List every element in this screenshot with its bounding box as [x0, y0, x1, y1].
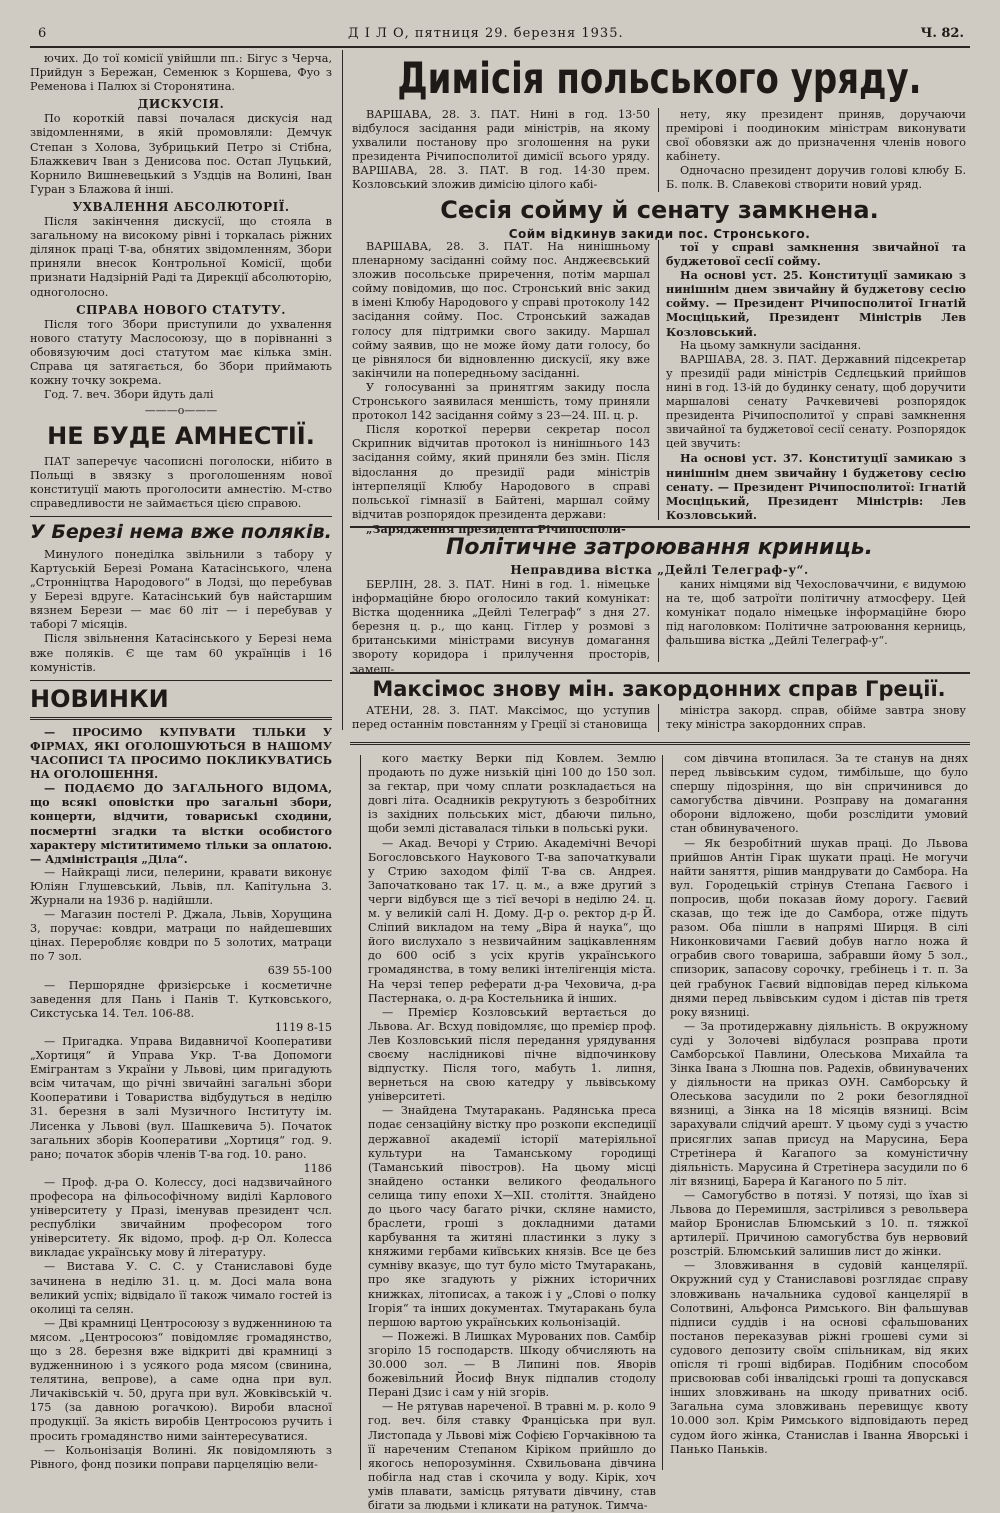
- column-divider: [342, 50, 343, 730]
- news-item: — Зловживання в судовій канцелярії. Окружний суд у Станиславові розглядає справу зловживань начальника судової канцелярії в Солотвині, Альфонса Римського. Він фальшував підписи суддів і на основі сфальшованих постанов переказував ріжні грошеві суми зі судового депозиту своїм спільникам, від яких опісля ті гроші відбирав. Подібним способом присвоював собі інвалідські гроші та допускався інших зловживань на шкоду приватних осіб. Загальна сума зловживань перевищує квоту 10.000 зол. Крім Римського відповідають перед судом його жінка, Станислав і Іванна Яворські і Панько Паньків.: [670, 1259, 968, 1456]
- section-rule: [350, 526, 970, 528]
- wells-right: [666, 578, 966, 666]
- right-column: [670, 752, 968, 1472]
- news-item: — Проф. д-ра О. Колессу, досі надзвичайного професора на фільософічному виділі Карлового університету у Празі, іменував президент чсл. республіки звичайним професором того університету. Як відомо, проф. д-р Ол. Колесса викладає українську мову й літературу.: [30, 1175, 332, 1260]
- news-item: — Магазин постелі Р. Джала, Львів, Хорущина 3, поручає: ковдри, матраци по найдешевших цінах. Переробляє ковдри по 5 золотих, матраци по 7 зол.: [30, 908, 332, 964]
- greece-left: [352, 704, 650, 734]
- news-item: — Пожежі. В Лишках Мурованих пов. Самбір згоріло 15 господарств. Шкоду обчисляють на 30.000 зол. — В Липині пов. Яворів божевільний Йосиф Внук підпалив стодолу Перані Дзис і сам у ній згорів.: [368, 1329, 656, 1400]
- news-item: — Як безробітний шукав праці. До Львова прийшов Антін Гірак шукати праці. Не могучи найти заняття, рішив мандрувати до Самбора. На вул. Городецькій стрінув Степана Гаєвого і попросив, щоби показав йому дорогу. Гаєвий сказав, що теж іде до Самбора, отже підуть разом. Оба пішли в напрямі Ширця. В сілі Никонковичами Гаєвий добув нагло ножа й ограбив свого товариша, забравши йому 5 зол., спизорик, запасову сорочку, гребінець і т. п. За цей грабунок Гаєвий відповідав перед кількома днями перед львівським судом і дістав пів третя року вязниці.: [670, 836, 968, 1019]
- rule: [30, 680, 332, 681]
- ad-code: 639 55-100: [267, 964, 332, 978]
- article-text: На цьому замкнули засідання.: [680, 338, 862, 352]
- notice-text: — ПОДАЄМО ДО ЗАГАЛЬНОГО ВІДОМА, що всякі оповістки про загальні збори, концерти, відчити, товариські сходини, посмертні згадки та вістки особистого характеру містититимемо тільки за оплатою. — Адміністрація „Діла“.: [30, 781, 332, 866]
- article-text: У голосуванні за принятгям закиду посла Стронського заявилася меншість, тому приняли протокол 142 засідання сойму з 23—24. ІІІ. ц. р.: [352, 380, 650, 423]
- greece-right: [666, 704, 966, 734]
- headline-sejm: Сесія сойму й сенату замкнена.: [440, 196, 879, 224]
- article-text: Після короткої перерви секретар посол Скрипник відчитав протокол із нинішнього 143 засідання сойму, який приняли без змін. Після відослання до президії ради міністрів інтерпеляції Клюбу Народового в справі польської гімназії в Байтені, маршал сойму відчитав розпорядок президента держави:: [352, 423, 650, 521]
- headline-bereza: У Березі нема вже поляків.: [30, 520, 332, 543]
- news-item: — Акад. Вечорі у Стрию. Академічні Вечорі Богословського Наукового Т-ва започаткували у Стрию заходом філії Т-ва св. Андрея. Започатковано так 17. ц. м., а вже другий з черги відбувся ще з тієї вечорі в неділю 24. ц. м. у великій салі Н. Дому. Д-р о. ректор д-р Й. Сліпий викладом на тему „Віра й наука“, що його вислухало з незвичайним зацікавленням до 600 осіб з усіх кругів українського громадянства, в тому великі інтелігенція міста. На черзі тепер реферати д-ра Чеховича, д-ра Пастернака, о. д-ра Костельника й інших.: [368, 836, 656, 1005]
- subhead-sejm: Сойм відкинув закиди пос. Стронського.: [508, 227, 811, 241]
- article-text: На основі уст. 25. Конституції замикаю з нинішнім днем звичайну й буджетову сесію сойму. — Президент Річипосполитої Ігнатій Мосціцький, Президент Міністрів Лев Козловський.: [666, 268, 966, 339]
- article-text: Год. 7. веч. Збори йдуть далі: [44, 388, 214, 402]
- notice-text: — ПРОСИМО КУПУВАТИ ТІЛЬКИ У ФІРМАХ, ЯКІ ОГОЛОШУЮТЬСЯ В НАШОМУ ЧАСОПИСІ ТА ПРОСИМО ПОКЛИКУВАТИСЬ НА ОГОЛОШЕННЯ.: [30, 724, 332, 782]
- article-text: каних німцями від Чехословаччини, є видумою на те, щоб затроїти політичну атмосферу. Цей комунікат подало німецьке інформаційне бюро під наголовком: Політичне затроювання керниць, фальшива вістка „Дейлі Телеграф-у“.: [666, 578, 966, 648]
- news-item: — Пригадка. Управа Видавничої Кооперативи „Хортиця“ й Управа Укр. Т-ва Допомоги Емігрантам з України у Львові, цим пригадують всім читачам, що річні звичайні загальні збори Кооперативи і Товариства відбудуться в неділю 31. березня в залі Музичного Інституту ім. Лисенка у Львові (вул. Шашкевича 5). Початок загальних зборів Кооперативи „Хортиця“ год. 9. рано; початок зборів членів Т-ва год. 10. рано.: [30, 1034, 332, 1161]
- news-item: — Найкращі лиси, пелерини, кравати виконує Юліян Глушевський, Львів, пл. Капітульна 3. Журнали на 1936 р. надійшли.: [30, 865, 332, 907]
- news-item: — Премієр Козловський вертається до Львова. Аг. Всхуд повідомляє, що премієр проф. Лев Козловський після передання урядування своєму наслідникові пічне відпочинкову відпустку. Після того, мабуть 1. липня, вернеться на свою катедру у львівському університеті.: [368, 1005, 656, 1104]
- masthead-title: Д І Л О, пятниця 29. березня 1935.: [348, 26, 624, 41]
- column-divider: [662, 755, 663, 1470]
- news-item: — Вистава У. С. С. у Станиславові буде зачинена в неділю 31. ц. м. Досі мала вона великий успіх; відвідало її також чимало гостей із околиці та селян.: [30, 1260, 332, 1316]
- headline-greece: Максімос знову мін. закордонних справ Греції.: [372, 677, 946, 701]
- article-text: ВАРШАВА, 28. 3. ПАТ. На нинішньому пленарному засіданні сойму пос. Анджеєвський зложив посольське приречення, потім маршал сойму повідомив, що пос. Стронський вніс закид в імені Клюбу Народового у справі протоколу 142 засідання сойму. Пос. Стронський зажадав голосу для підтримки свого закиду. Маршал сойму заявив, що не може йому дати голосу, бо це рівнялося би відновленню дискусії, яку вже закінчили на попередньому засіданні.: [352, 240, 650, 380]
- section-rule: [350, 672, 970, 674]
- left-column: [30, 52, 332, 1472]
- article-text: Після закінчення дискусії, що стояла в загальному на високому рівні і торкалась ріжних ділянок праці Т-ва, обнятих звідомленням, Збори приняли внесок Контрольної Комісії, щоби признати Надзірній Раді та Дирекції абсолюторію, одноголосно.: [30, 215, 332, 299]
- ad-code: 1119 8-15: [274, 1020, 332, 1034]
- article-text: ючих. До тої комісії увійшли пп.: Бігус з Черча, Прийдун з Бережан, Семенюк з Коршева, Фуо з Ременова і Палюх зі Сторонятина.: [30, 52, 332, 94]
- headline-news: НОВИНКИ: [30, 684, 169, 713]
- article-text: АТЕНИ, 28. 3. ПАТ. Максімос, що уступив перед останнім повстанням у Греції зі становища: [352, 704, 650, 732]
- column-divider: [658, 704, 659, 732]
- article-text: ВАРШАВА, 28. 3. ПАТ. Державний підсекретар у президії ради міністрів Сєдлєцький прийшов нині в год. 13-ій до будинку сенату, щоб доручити маршалові сенату Рачкевичеві розпорядок президента Річипосполитої у справі замкнення звичайної та буджетової сесії сенату. Розпорядок цей звучить:: [666, 352, 966, 451]
- resignation-left: [352, 108, 650, 194]
- subhead-wells: Неправдива вістка „Дейлі Телеграф-у“.: [510, 563, 809, 577]
- rule: [30, 717, 332, 720]
- section-rule: [350, 742, 970, 745]
- article-text: На основі уст. 37. Конституції замикаю з нинішнім днем звичайну і буджетову сесію сенату. — Президент Річипосполитої: Ігнатій Мосціцький, Президент Міністрів: Лев Козловський.: [666, 451, 966, 522]
- headline-wells: Політичне затроювання криниць.: [445, 535, 874, 560]
- masthead: [30, 22, 970, 48]
- article-text: Після звільнення Катасінського у Березі нема вже поляків. Є ще там 60 українців і 16 комуністів.: [30, 632, 332, 674]
- wells-left: [352, 578, 650, 676]
- article-text: Одночасно президент доручив голові клюбу Б. Б. полк. В. Славекові створити новий уряд.: [666, 164, 966, 192]
- article-text: тої у справі замкнення звичайної та буджетової сесії сойму.: [666, 240, 966, 269]
- news-item: сом дівчина втопилася. За те станув на днях перед львівським судом, тимбільше, що було спершу підозріння, що він спричинився до самогубства дівчини. Розправу на домагання оборони відложено, щоби розслідити умовий стан обвинуваченого.: [670, 752, 968, 836]
- news-item: — Дві крамниці Центросоюзу з вудженниною та мясом. „Центросоюз“ повідомляє громадянство, що з 28. березня вже відкриті дві крамниці з вудженниною і з усякого рода мясом (свинина, телятина, вепрове), а саме одна при вул. Личаківській ч. 50, друга при вул. Жовківській ч. 175 (за давною рогачкою). Вироби власної продукції. За якість виробів Центросоюз ручить і просить громадянство ними заінтересуватися.: [30, 1316, 332, 1443]
- section-heading: ДИСКУСІЯ.: [137, 97, 225, 112]
- news-item: — Кольонізація Волині. Як повідомляють з Рівного, фонд позики поправи парцеляцію вели-: [30, 1443, 332, 1471]
- article-text: БЕРЛІН, 28. 3. ПАТ. Нині в год. 1. німецьке інформаційне бюро оголосило такий комунікат: Вістка щоденника „Дейлі Телеграф“ з дня 27. березня ц. р., що канц. Гітлер у розмові з британськими міністрами висунув домагання звороту коридора і прилучення просторів, замеш-: [352, 578, 650, 676]
- article-text: ПАТ заперечує часописні поголоски, нібито в Польщі в звязку з проголошенням нової конституції мають проголосити амнестію. М-ство справедливости не займається цією справою.: [30, 454, 332, 510]
- article-text: ВАРШАВА, 28. 3. ПАТ. Нині в год. 13·50 відбулося засідання ради міністрів, на якому ухвалили постанову про зголошення на руки президента Річипосполитої димісії всього уряду. ВАРШАВА, 28. 3. ПАТ. В год. 14·30 прем. Козловський зложив димісію цілого кабі-: [352, 108, 650, 192]
- column-divider: [658, 240, 659, 520]
- resignation-right: [666, 108, 966, 194]
- article-text: По короткій павзі почалася дискусія над звідомленнями, в якій промовляли: Демчук Степан з Холова, Зубрицький Петро зі Стібна, Блажкевич Іван з Денисова пос. Остап Луцький, Корнило Вишневецький з Уздців на Волині, Іван Гуран з Блажова й інші.: [30, 112, 332, 196]
- column-divider: [658, 578, 659, 662]
- sejm-right: [666, 240, 966, 524]
- news-item: кого маєтку Верки під Ковлем. Землю продають по дуже низькій ціні 100 до 150 зол. за гектар, при чому сплати розкладається на довгі літа. Осадників рекрутують з безробітних із західних польських міст, дбаючи пильно, щоби землі діставалася тільки в польські руки.: [368, 752, 656, 836]
- article-text: Після того Збори приступили до ухвалення нового статуту Маслосоюзу, що в порівнанні з обовязуючим досі статутом має кілька змін. Справа ця затягається, бо Збори приймають кожну точку зокрема.: [30, 317, 332, 388]
- rule: [30, 516, 332, 517]
- headline-resignation: Димісія польського уряду.: [397, 54, 922, 105]
- section-heading: СПРАВА НОВОГО СТАТУТУ.: [76, 302, 286, 317]
- article-text: нету, яку президент приняв, доручаючи премірові і поодиноким міністрам виконувати свої обовязки аж до призначення членів нового кабінету.: [666, 108, 966, 164]
- section-heading: УХВАЛЕННЯ АБСОЛЮТОРІЇ.: [72, 199, 290, 214]
- news-item: — За протидержавну діяльність. В окружному суді у Золочеві відбулася розправа проти Самборської Павлини, Олеськова Михайла та Зінка Івана з Люшна пов. Радехів, обвинувачених у діяльности на приказ ОУН. Самборську й Олеськова засудили по 2 роки безоглядної вязниці, а Зінка на 18 місяців вязниці. Всім зарахували слідчий арешт. У цьому суді з участю присяглих запав присуд на Марусина, Бера Стретінера й Кагапого за комуністичну діяльність. Марусина й Стретінера засудили по 6 літ вязниці, Барера й Каганого по 5 літ.: [670, 1019, 968, 1188]
- issue-number: Ч. 82.: [920, 26, 964, 41]
- news-item: — Першорядне фризієрське і косметичне заведення для Пань і Панів Т. Кутковського, Сикстуська 14. Тел. 106-88.: [30, 978, 332, 1020]
- news-item: — Самогубство в потязі. У потязі, що їхав зі Львова до Перемишля, застрілився з револьвера майор Бронислав Блюмський з 10. п. тяжкої артилерії. Причиною самогубства був нервовий розстрій. Блюмський залишив лист до жінки.: [670, 1188, 968, 1259]
- column-divider: [658, 108, 659, 192]
- sejm-left: [352, 240, 650, 536]
- ornament-divider: ———o———: [144, 404, 218, 418]
- middle-column: [368, 752, 656, 1512]
- headline-amnesty: НЕ БУДЕ АМНЕСТІЇ.: [47, 422, 315, 451]
- page-number: 6: [38, 26, 47, 41]
- column-divider: [360, 755, 361, 1470]
- news-item: — Знайдена Тмутаракань. Радянська преса подає сензаційну вістку про розкопи експедиції державної академії історії матеріяльної культури на Таманському городищі (Таманський півостров). На цьому місці знайдено останки великого феодального селища типу епохи X—XII. століття. Знайдено до цього часу багато річки, скляне намисто, браслети, гроші з докладними датами карбування та житяні пластинки з луку з княжими гербами київських князів. Все це без сумніву вказує, що тут було місто Тмутаракань, про яке згадують у ріжних історичних книжках, літописах, а також і у „Слові о полку Ігорія“ та інших документах. Тмутаракань була першою вартою українських кольонізацій.: [368, 1104, 656, 1329]
- article-text: міністра закорд. справ, обійме завтра знову теку міністра закордонних справ.: [666, 704, 966, 732]
- article-text: „Зарядження президента Річипосполи-: [366, 521, 626, 536]
- ad-code: 1186: [303, 1161, 332, 1175]
- news-item: — Не рятував нареченої. В травні м. р. коло 9 год. веч. біля ставку Франціська при вул. Листопада у Львові між Софією Горчаківною та її нареченим Степаном Кіріком прийшло до якогось непорозуміння. Схвильована дівчина побігла над став і скочила у воду. Кірік, хоч умів плавати, замісць рятувати дівчину, став бігати за людьми і кликати на ратунок. Тимча-: [368, 1400, 656, 1512]
- article-text: Минулого понеділка звільнили з табору у Картуській Березі Романа Катасінського, члена „Стронніцтва Народового“ в Лодзі, що перебував у Березі вдруге. Катасінський був найстаршим вязнем Берези — має 60 літ — і перебував у таборі 7 місяців.: [30, 547, 332, 632]
